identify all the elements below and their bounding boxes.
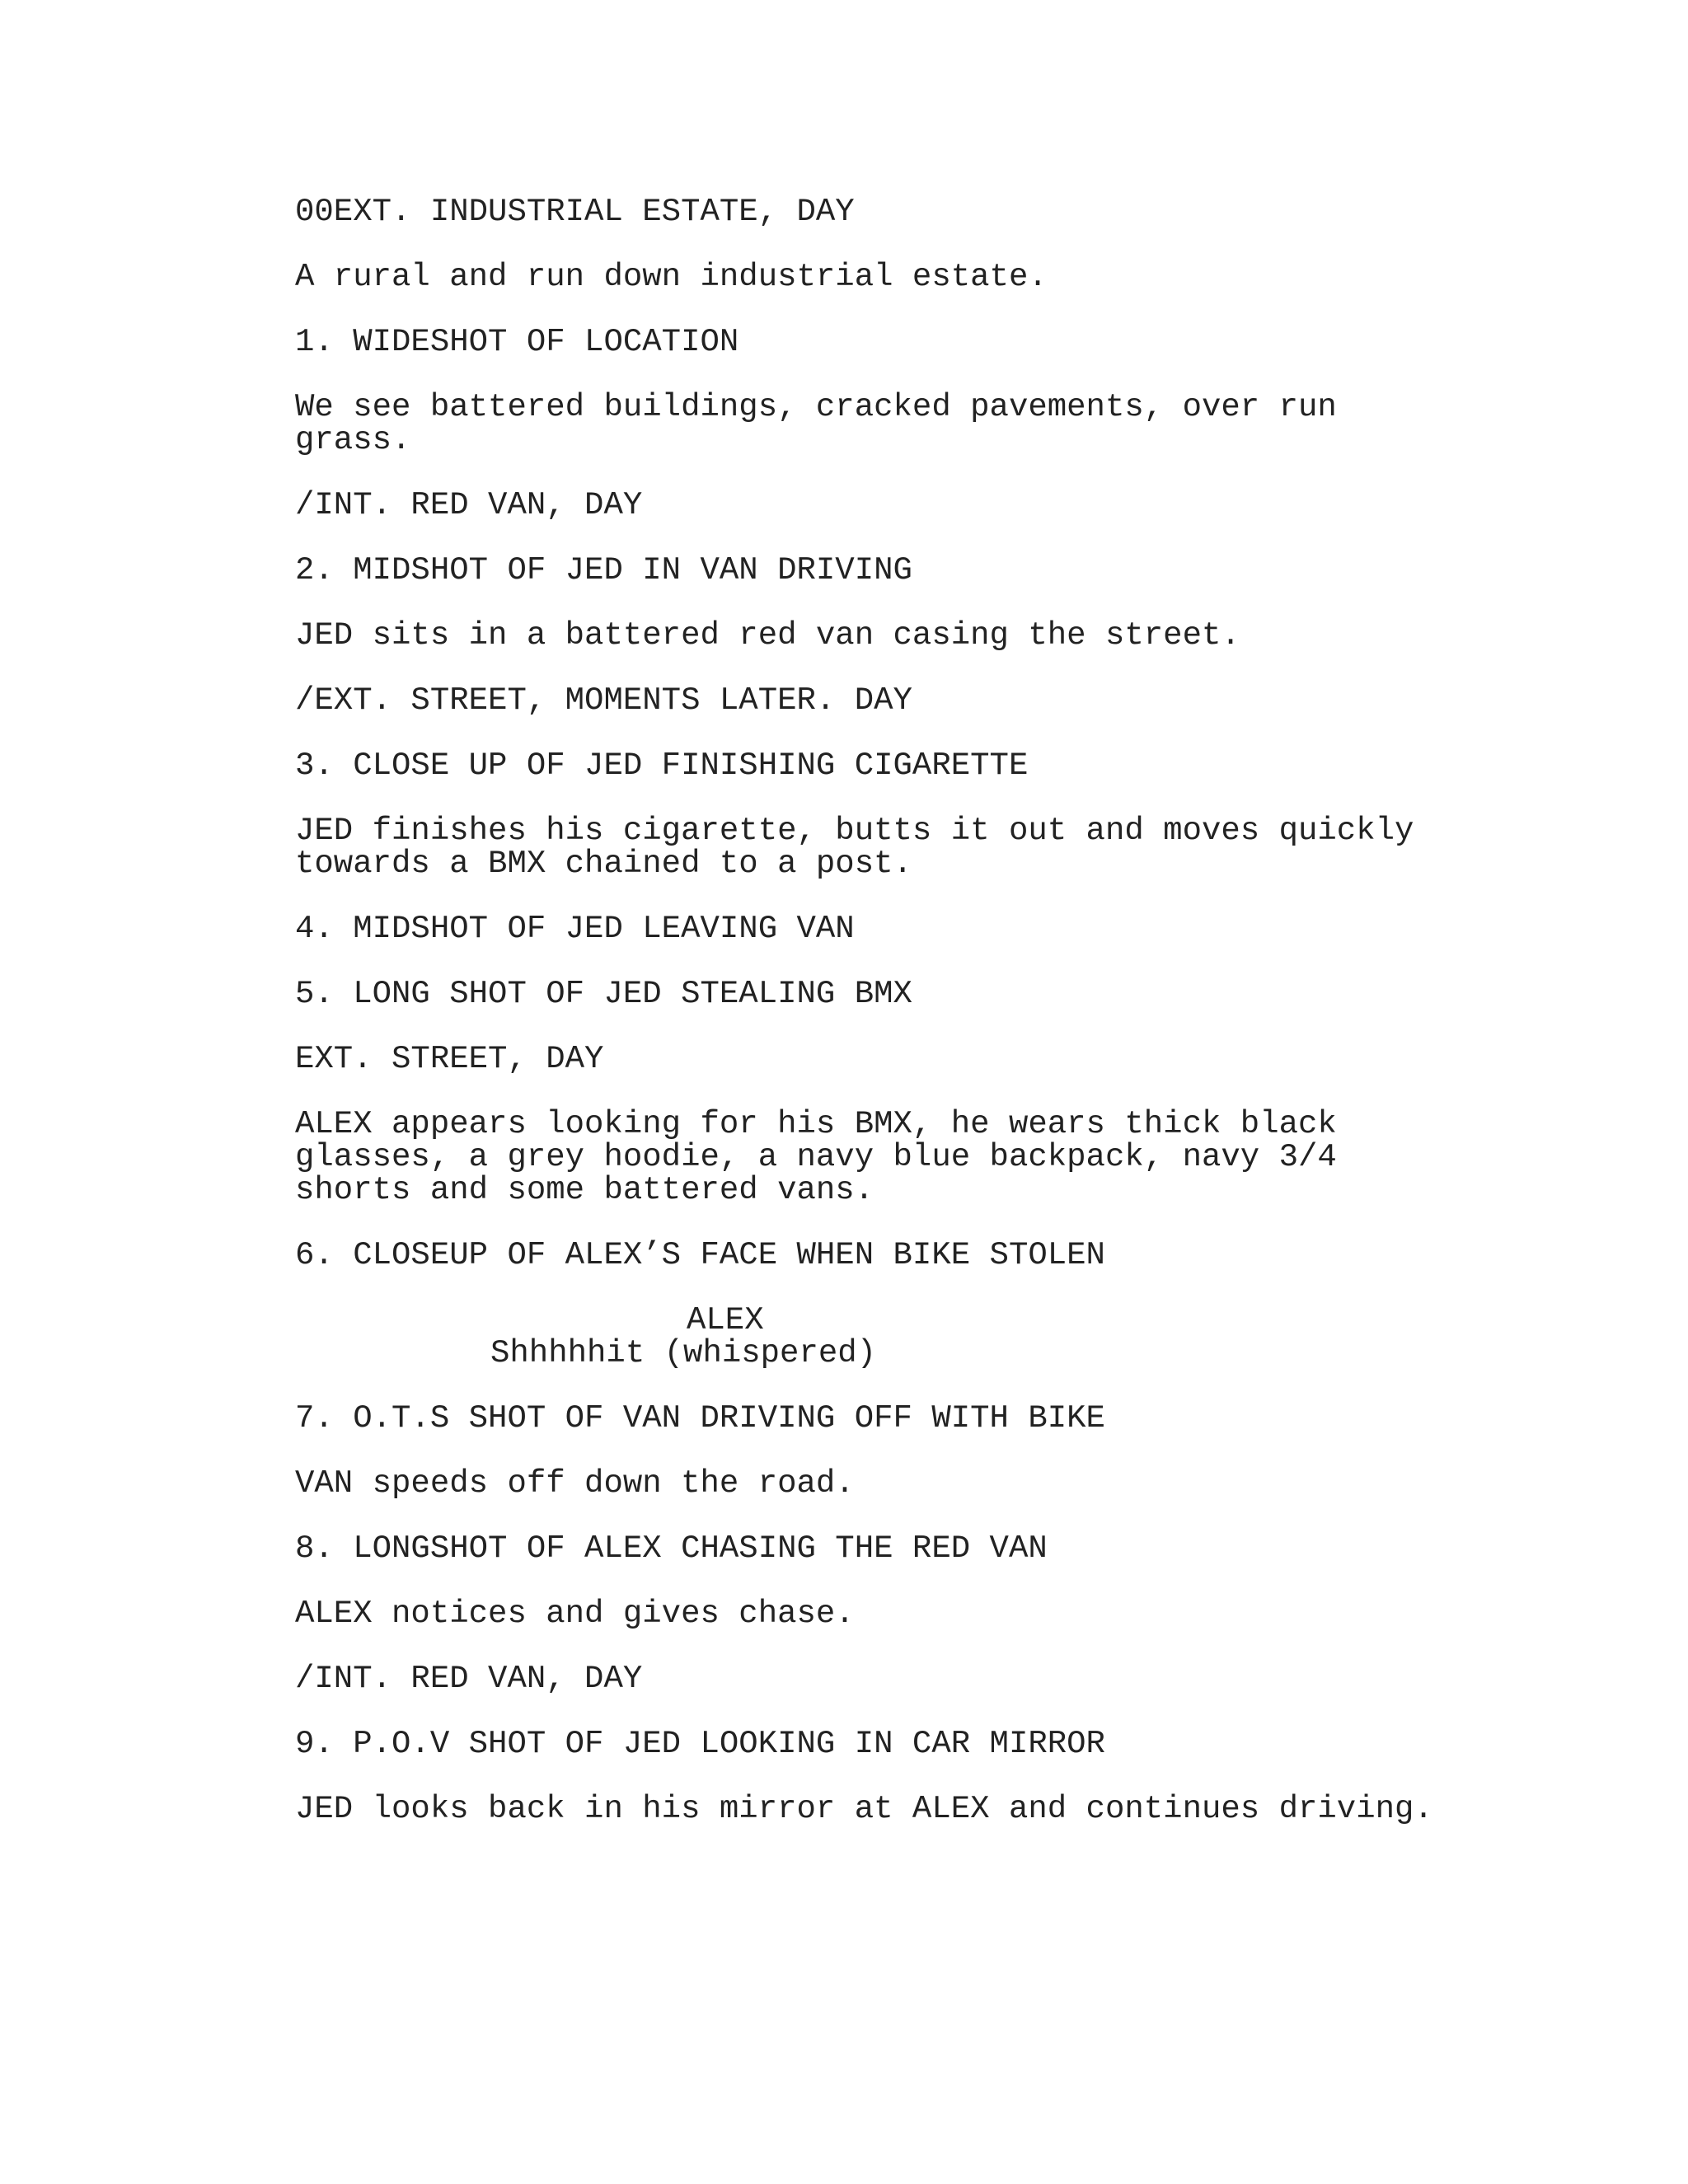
action-line: ALEX notices and gives chase. — [295, 1596, 855, 1632]
shot-heading: 6. CLOSEUP OF ALEX’S FACE WHEN BIKE STOLEN — [295, 1237, 1105, 1273]
action-line: ALEX appears looking for his BMX, he wears thick black glasses, a grey hoodie, a navy blue backpack, navy 3/4 shorts and some battered vans. — [295, 1106, 1337, 1208]
scene-heading: EXT. STREET, DAY — [295, 1041, 604, 1077]
action-line: JED sits in a battered red van casing the street. — [295, 617, 1240, 654]
scene-heading: /EXT. STREET, MOMENTS LATER. DAY — [295, 682, 912, 719]
shot-heading: 3. CLOSE UP OF JED FINISHING CIGARETTE — [295, 748, 1029, 784]
shot-heading: 1. WIDESHOT OF LOCATION — [295, 324, 739, 360]
action-line: A rural and run down industrial estate. — [295, 259, 1048, 295]
action-line: VAN speeds off down the road. — [295, 1465, 855, 1502]
dialogue-block — [295, 1304, 1531, 1370]
scene-heading: /INT. RED VAN, DAY — [295, 487, 643, 523]
scene-heading: 00EXT. INDUSTRIAL ESTATE, DAY — [295, 194, 855, 230]
shot-heading: 7. O.T.S SHOT OF VAN DRIVING OFF WITH BIKE — [295, 1400, 1105, 1436]
shot-heading: 2. MIDSHOT OF JED IN VAN DRIVING — [295, 552, 912, 588]
shot-heading: 9. P.O.V SHOT OF JED LOOKING IN CAR MIRROR — [295, 1726, 1105, 1762]
action-line: We see battered buildings, cracked pavements, over run grass. — [295, 389, 1337, 458]
screenplay-body — [295, 195, 1531, 1858]
action-line: JED finishes his cigarette, butts it out and moves quickly towards a BMX chained to a post. — [295, 813, 1414, 882]
shot-heading: 5. LONG SHOT OF JED STEALING BMX — [295, 976, 912, 1012]
action-line: JED looks back in his mirror at ALEX and continues driving. — [295, 1791, 1433, 1827]
character-name: ALEX — [687, 1302, 764, 1338]
dialogue-line: Shhhhhit (whispered) — [490, 1335, 877, 1371]
shot-heading: 8. LONGSHOT OF ALEX CHASING THE RED VAN — [295, 1530, 1048, 1567]
shot-heading: 4. MIDSHOT OF JED LEAVING VAN — [295, 911, 855, 947]
scene-heading: /INT. RED VAN, DAY — [295, 1661, 643, 1697]
